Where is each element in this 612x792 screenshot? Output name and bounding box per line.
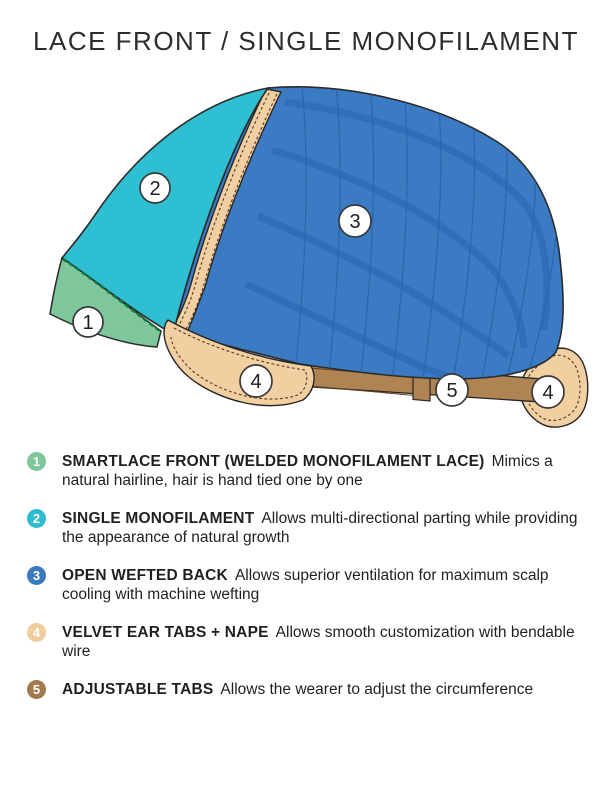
page-title: LACE FRONT / SINGLE MONOFILAMENT <box>33 26 579 56</box>
svg-text:5: 5 <box>446 380 458 402</box>
legend-bullet-2: 2 <box>27 509 46 528</box>
legend-bullet-4: 4 <box>27 623 46 642</box>
legend-title-2: SINGLE MONOFILAMENT <box>62 510 255 527</box>
svg-text:3: 3 <box>349 211 361 233</box>
legend-text-2 <box>62 509 587 547</box>
legend-desc-4: Allows smooth customization with bendable wire <box>62 624 575 660</box>
callout-4-ear <box>240 365 272 397</box>
legend-text-3 <box>62 566 587 604</box>
legend-item-single-monofilament <box>27 509 587 547</box>
callout-5 <box>436 374 468 406</box>
legend-item-velvet-ear-tabs <box>27 623 587 661</box>
legend <box>27 452 587 699</box>
svg-text:2: 2 <box>149 178 161 200</box>
legend-text-1 <box>62 452 587 490</box>
legend-desc-2: Allows multi-directional parting while providing the appearance of natural growth <box>62 510 578 546</box>
legend-desc-3: Allows superior ventilation for maximum scalp cooling with machine wefting <box>62 567 549 603</box>
callout-4-nape <box>532 376 564 408</box>
callout-1 <box>73 307 103 337</box>
legend-title-1: SMARTLACE FRONT (WELDED MONOFILAMENT LACE) <box>62 453 485 470</box>
legend-item-open-wefted-back <box>27 566 587 604</box>
callout-2 <box>140 173 170 203</box>
legend-bullet-1: 1 <box>27 452 46 471</box>
legend-title-3: OPEN WEFTED BACK <box>62 567 228 584</box>
svg-text:4: 4 <box>542 382 554 404</box>
svg-text:4: 4 <box>250 371 262 393</box>
legend-bullet-3: 3 <box>27 566 46 585</box>
legend-text-4 <box>62 623 587 661</box>
legend-title-5: ADJUSTABLE TABS <box>62 681 214 698</box>
legend-text-5 <box>62 680 533 699</box>
callout-3 <box>339 205 371 237</box>
legend-bullet-5: 5 <box>27 680 46 699</box>
legend-item-smartlace-front <box>27 452 587 490</box>
legend-desc-1: Mimics a natural hairline, hair is hand tied one by one <box>62 453 553 489</box>
svg-text:1: 1 <box>82 312 94 334</box>
legend-title-4: VELVET EAR TABS + NAPE <box>62 624 269 641</box>
legend-desc-5: Allows the wearer to adjust the circumference <box>220 681 534 698</box>
legend-item-adjustable-tabs <box>27 680 587 699</box>
